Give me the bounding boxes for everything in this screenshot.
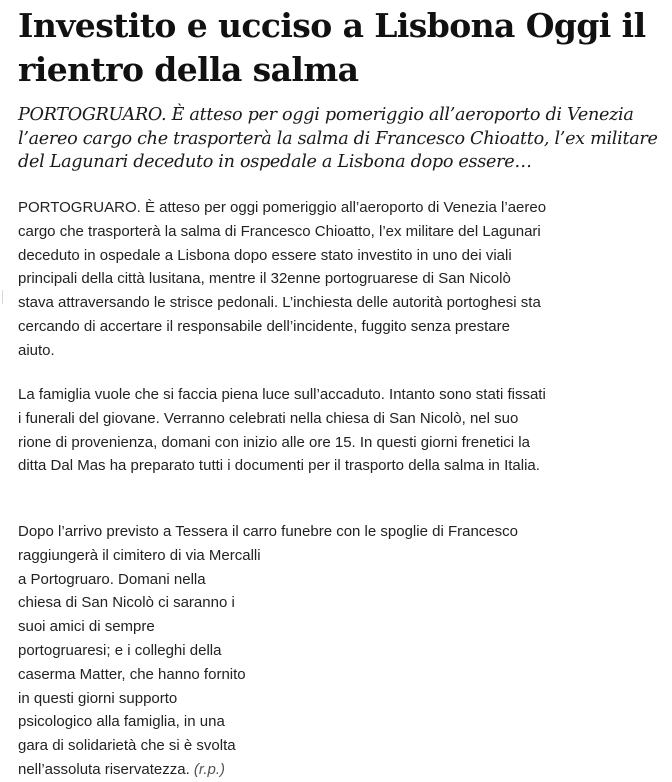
article-headline: Investito e ucciso a Lisbona Oggi il rientro della salma (18, 6, 646, 89)
article-paragraph-3-rest (18, 568, 248, 782)
article-paragraph-3-rest-text: a Portogruaro. Domani nella chiesa di San Nicolò ci saranno i suoi amici di sempre portogruaresi; e i colleghi della caserma Matter, che hanno fornito in questi giorni supporto psicologico alla famiglia, in una gara di solidarietà che si è svolta nell’assoluta riservatezza. (18, 570, 246, 778)
text-cursor-mark (2, 290, 3, 304)
article-paragraph-2: La famiglia vuole che si faccia piena luce sull’accaduto. Intanto sono stati fissati i funerali del giovane. Verranno celebrati nella chiesa di San Nicolò, nel suo rione di provenienza, domani con inizio alle ore 15. In questi giorni frenetici la ditta Dal Mas ha preparato tutti i documenti per il trasporto della salma in Italia. (18, 386, 546, 475)
author-credit: (r.p.) (193, 760, 226, 778)
article-paragraph-3-lead: Dopo l’arrivo previsto a Tessera il carro funebre con le spoglie di Francesco raggiungerà il cimitero di via Mercalli (18, 523, 518, 564)
article-paragraph-3 (18, 520, 558, 782)
article-summary: PORTOGRUARO. È atteso per oggi pomeriggio all’aeroporto di Venezia l’aereo cargo che trasporterà la salma di Francesco Chioatto, l’ex militare del Lagunari deceduto in ospedale a Lisbona dopo essere… (18, 105, 658, 172)
article-paragraph-1: PORTOGRUARO. È atteso per oggi pomeriggio all’aeroporto di Venezia l’aereo cargo che trasporterà la salma di Francesco Chioatto, l’ex militare del Lagunari deceduto in ospedale a Lisbona dopo essere stato investito in uno dei viali principali della città lusitana, mentre il 32enne portogruarese di San Nicolò stava attraversando le strisce pedonali. L’inchiesta delle autorità portoghesi sta cercando di accertare il responsabile dell’incidente, fuggito senza prestare aiuto. (18, 199, 547, 359)
